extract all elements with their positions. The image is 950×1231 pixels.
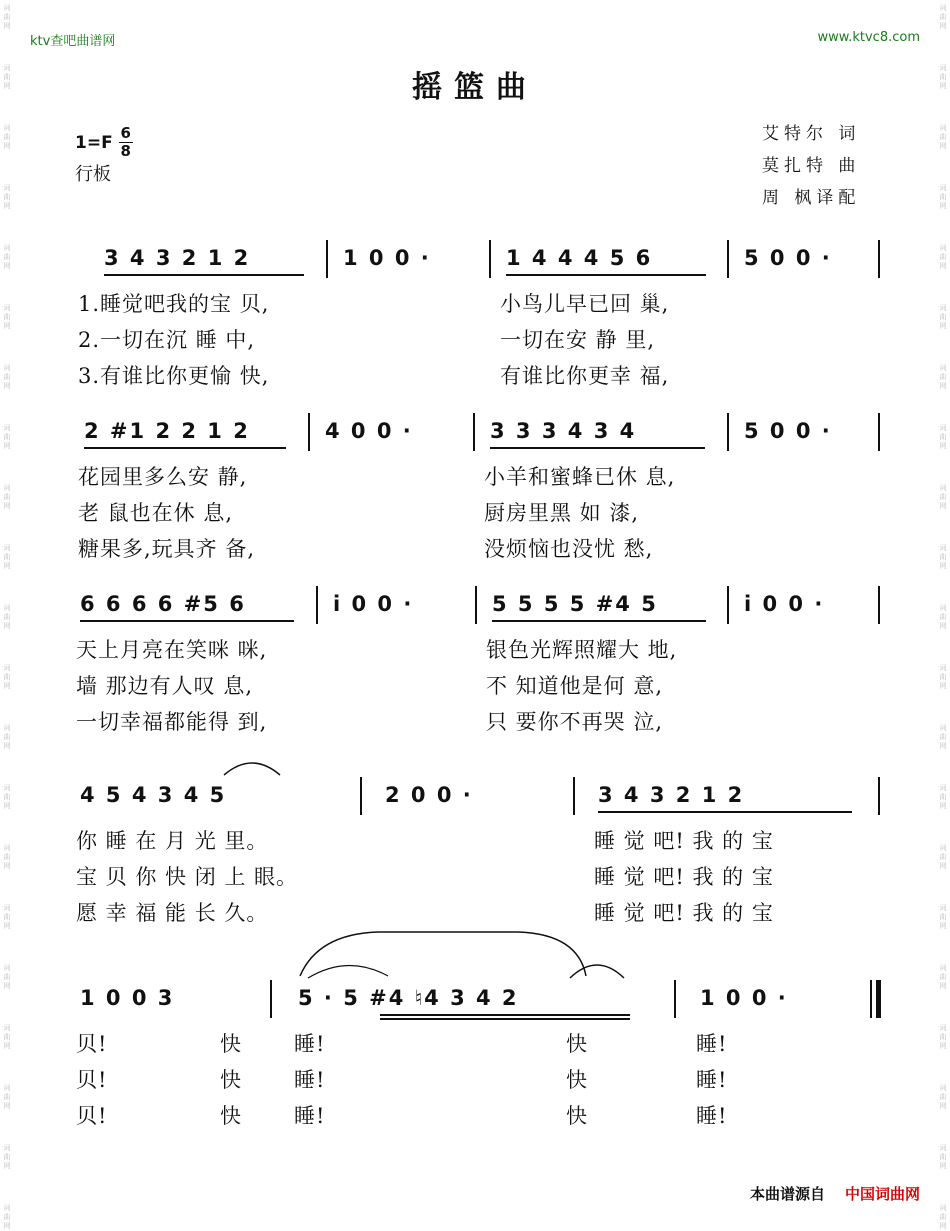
lyric-line: 只 要你不再哭 泣, (486, 710, 664, 734)
watermark-char: 曲 (939, 553, 947, 561)
watermark-char: 曲 (939, 973, 947, 981)
watermark-char: 网 (3, 382, 11, 390)
watermark-char: 词 (939, 304, 947, 312)
watermark-char: 网 (3, 1162, 11, 1170)
watermark-char: 网 (939, 922, 947, 930)
measure-4: i 0 0 · (744, 592, 825, 616)
watermark-char: 词 (939, 244, 947, 252)
watermark-char: 曲 (3, 793, 11, 801)
composer-credit: 莫扎特 曲 (762, 156, 861, 176)
lyric-word: 睡! (294, 1104, 326, 1128)
lyric-word: 睡! (294, 1068, 326, 1092)
watermark-char: 曲 (3, 1033, 11, 1041)
lyric-line: 没烦恼也没忧 愁, (484, 537, 654, 561)
lyric-word: 快 (566, 1032, 588, 1056)
lyric-word: 快 (566, 1068, 588, 1092)
watermark-char: 词 (3, 1204, 11, 1212)
watermark-char: 词 (939, 1144, 947, 1152)
lyric-line: 一切幸福都能得 到, (76, 710, 268, 734)
watermark-char: 词 (939, 904, 947, 912)
watermark-char: 曲 (3, 973, 11, 981)
watermark-char: 网 (939, 562, 947, 570)
watermark-char: 词 (3, 364, 11, 372)
lyric-line: 厨房里黑 如 漆, (484, 501, 640, 525)
barline (727, 586, 729, 624)
watermark-char: 词 (3, 184, 11, 192)
slur (222, 757, 282, 777)
measure-2: 2 0 0 · (385, 783, 473, 807)
lyric-line: 3.有谁比你更愉 快, (78, 364, 270, 388)
lyric-word: 贝! (76, 1068, 108, 1092)
watermark-char: 词 (939, 64, 947, 72)
watermark-char: 词 (3, 604, 11, 612)
lyric-word: 快 (566, 1104, 588, 1128)
watermark-char: 词 (3, 124, 11, 132)
lyric-line: 你 睡 在 月 光 里。 (76, 829, 269, 853)
beam (104, 274, 304, 276)
barline (489, 240, 491, 278)
watermark-char: 网 (939, 802, 947, 810)
watermark-char: 网 (939, 202, 947, 210)
watermark-char: 词 (3, 784, 11, 792)
beam (598, 811, 852, 813)
source-footer (750, 1183, 920, 1204)
watermark-char: 网 (3, 922, 11, 930)
watermark-char: 曲 (3, 313, 11, 321)
measure-3: 3 3 3 4 3 4 (490, 419, 637, 443)
watermark-char: 网 (3, 442, 11, 450)
translator-credit: 周 枫译配 (762, 188, 861, 208)
lyric-line: 墙 那边有人叹 息, (76, 674, 254, 698)
watermark-char: 网 (3, 742, 11, 750)
watermark-char: 曲 (3, 673, 11, 681)
watermark-char: 网 (939, 1222, 947, 1230)
watermark-char: 词 (939, 424, 947, 432)
measure-1: 3 4 3 2 1 2 (104, 246, 251, 270)
lyric-line: 不 知道他是何 意, (486, 674, 664, 698)
final-barline-thick (876, 980, 881, 1018)
watermark-char: 网 (3, 862, 11, 870)
watermark-char: 曲 (939, 733, 947, 741)
watermark-char: 词 (939, 4, 947, 12)
watermark-char: 曲 (3, 1153, 11, 1161)
measure-1: 6 6 6 6 #5 6 (80, 592, 246, 616)
measure-4: 5 0 0 · (744, 419, 832, 443)
watermark-char: 词 (3, 424, 11, 432)
watermark-char: 词 (939, 184, 947, 192)
watermark-char: 曲 (939, 913, 947, 921)
watermark-char: 网 (939, 262, 947, 270)
lyric-line: 小鸟儿早已回 巢, (500, 292, 670, 316)
watermark-char: 曲 (939, 1033, 947, 1041)
beam (490, 447, 705, 449)
watermark-char: 曲 (3, 553, 11, 561)
watermark-char: 曲 (3, 13, 11, 21)
watermark-char: 词 (3, 484, 11, 492)
watermark-char: 网 (3, 202, 11, 210)
lyricist-credit: 艾特尔 词 (762, 124, 861, 144)
watermark-char: 网 (3, 1042, 11, 1050)
watermark-char: 曲 (3, 373, 11, 381)
watermark-char: 网 (939, 322, 947, 330)
watermark-char: 网 (3, 622, 11, 630)
watermark-char: 词 (939, 364, 947, 372)
measure-3: 1 0 0 · (700, 986, 788, 1010)
barline (270, 980, 272, 1018)
watermark-right (936, 0, 950, 1231)
watermark-char: 词 (3, 544, 11, 552)
beam (380, 1018, 630, 1020)
lyric-line: 1.睡觉吧我的宝 贝, (78, 292, 270, 316)
key-label: 1=F (75, 132, 113, 153)
watermark-char: 曲 (3, 613, 11, 621)
beam (506, 274, 706, 276)
song-title: 摇篮曲 (412, 70, 538, 105)
watermark-char: 曲 (3, 493, 11, 501)
watermark-char: 曲 (939, 1153, 947, 1161)
watermark-char: 网 (939, 862, 947, 870)
watermark-char: 网 (3, 682, 11, 690)
barline (475, 586, 477, 624)
beam (84, 447, 286, 449)
watermark-char: 曲 (939, 673, 947, 681)
watermark-char: 网 (939, 142, 947, 150)
key-signature (75, 126, 133, 159)
watermark-char: 词 (3, 304, 11, 312)
watermark-char: 词 (3, 244, 11, 252)
watermark-char: 网 (939, 622, 947, 630)
watermark-char: 词 (939, 1024, 947, 1032)
watermark-char: 词 (939, 724, 947, 732)
watermark-char: 曲 (3, 253, 11, 261)
tempo-marking: 行板 (75, 164, 111, 185)
watermark-char: 曲 (3, 853, 11, 861)
site-name-left[interactable]: ktv查吧曲谱网 (30, 34, 116, 49)
watermark-char: 曲 (3, 733, 11, 741)
watermark-left (0, 0, 14, 1231)
source-site-link[interactable]: 中国词曲网 (844, 1185, 920, 1203)
watermark-char: 曲 (939, 433, 947, 441)
lyric-word: 睡! (696, 1032, 728, 1056)
beam (380, 1014, 630, 1016)
watermark-char: 曲 (3, 73, 11, 81)
watermark-char: 曲 (3, 193, 11, 201)
watermark-char: 网 (939, 682, 947, 690)
watermark-char: 网 (3, 262, 11, 270)
watermark-char: 网 (3, 22, 11, 30)
time-top: 6 (120, 124, 131, 142)
lyric-word: 快 (220, 1104, 242, 1128)
watermark-char: 网 (939, 82, 947, 90)
watermark-char: 曲 (3, 913, 11, 921)
lyric-line: 一切在安 静 里, (500, 328, 656, 352)
measure-3: 3 4 3 2 1 2 (598, 783, 745, 807)
measure-2: 5 · 5 #4 ♮4 3 4 2 (298, 986, 519, 1010)
barline (573, 777, 575, 815)
lyric-line: 2.一切在沉 睡 中, (78, 328, 256, 352)
watermark-char: 网 (3, 982, 11, 990)
watermark-char: 曲 (939, 193, 947, 201)
lyric-line: 天上月亮在笑咪 咪, (76, 638, 268, 662)
measure-1: 1 0 0 3 (80, 986, 175, 1010)
slur (566, 956, 628, 980)
watermark-char: 词 (3, 1024, 11, 1032)
barline (727, 240, 729, 278)
lyric-line: 花园里多么安 静, (78, 465, 248, 489)
watermark-char: 网 (939, 1042, 947, 1050)
watermark-char: 词 (939, 964, 947, 972)
watermark-char: 网 (3, 1222, 11, 1230)
watermark-char: 网 (939, 1162, 947, 1170)
long-slur (298, 924, 588, 980)
lyric-line: 糖果多,玩具齐 备, (78, 537, 256, 561)
lyric-word: 睡! (294, 1032, 326, 1056)
measure-1: 2 #1 2 2 1 2 (84, 419, 250, 443)
watermark-char: 网 (939, 502, 947, 510)
lyric-word: 贝! (76, 1032, 108, 1056)
time-signature (119, 126, 133, 159)
watermark-char: 曲 (939, 253, 947, 261)
watermark-char: 词 (939, 664, 947, 672)
lyric-line: 睡 觉 吧! 我 的 宝 (594, 865, 774, 889)
watermark-char: 词 (3, 904, 11, 912)
watermark-char: 网 (939, 742, 947, 750)
watermark-char: 网 (3, 802, 11, 810)
measure-2: 1 0 0 · (343, 246, 431, 270)
watermark-char: 词 (3, 724, 11, 732)
watermark-char: 网 (939, 22, 947, 30)
lyric-line: 小羊和蜜蜂已休 息, (484, 465, 676, 489)
watermark-char: 词 (939, 484, 947, 492)
watermark-char: 曲 (939, 1213, 947, 1221)
lyric-line: 愿 幸 福 能 长 久。 (76, 901, 269, 925)
watermark-char: 词 (939, 124, 947, 132)
lyric-word: 快 (220, 1032, 242, 1056)
watermark-char: 曲 (939, 13, 947, 21)
watermark-char: 曲 (3, 1213, 11, 1221)
measure-4: 5 0 0 · (744, 246, 832, 270)
barline (878, 413, 880, 451)
lyric-line: 老 鼠也在休 息, (78, 501, 234, 525)
watermark-char: 曲 (939, 373, 947, 381)
watermark-char: 曲 (939, 73, 947, 81)
watermark-char: 词 (3, 4, 11, 12)
lyric-word: 快 (220, 1068, 242, 1092)
watermark-char: 词 (3, 664, 11, 672)
lyric-word: 睡! (696, 1068, 728, 1092)
watermark-char: 词 (3, 64, 11, 72)
barline (316, 586, 318, 624)
watermark-char: 网 (939, 982, 947, 990)
watermark-char: 网 (3, 1102, 11, 1110)
measure-3: 1 4 4 4 5 6 (506, 246, 653, 270)
lyric-line: 有谁比你更幸 福, (500, 364, 670, 388)
beam (80, 620, 294, 622)
barline (878, 586, 880, 624)
watermark-char: 曲 (3, 1093, 11, 1101)
watermark-char: 词 (939, 544, 947, 552)
lyric-line: 银色光辉照耀大 地, (486, 638, 678, 662)
watermark-char: 曲 (939, 793, 947, 801)
watermark-char: 曲 (939, 313, 947, 321)
measure-1: 4 5 4 3 4 5 (80, 783, 227, 807)
watermark-char: 曲 (3, 433, 11, 441)
watermark-char: 曲 (939, 613, 947, 621)
watermark-char: 网 (939, 1102, 947, 1110)
watermark-char: 词 (939, 784, 947, 792)
watermark-char: 词 (3, 964, 11, 972)
lyric-line: 睡 觉 吧! 我 的 宝 (594, 829, 774, 853)
time-bottom: 8 (120, 142, 131, 160)
measure-2: 4 0 0 · (325, 419, 413, 443)
beam (492, 620, 706, 622)
watermark-char: 曲 (3, 133, 11, 141)
watermark-char: 曲 (939, 493, 947, 501)
final-barline-thin (870, 980, 872, 1018)
watermark-char: 网 (3, 322, 11, 330)
watermark-char: 曲 (939, 853, 947, 861)
watermark-char: 词 (939, 1084, 947, 1092)
barline (473, 413, 475, 451)
watermark-char: 词 (939, 604, 947, 612)
watermark-char: 网 (3, 142, 11, 150)
watermark-char: 网 (939, 442, 947, 450)
credits (762, 118, 860, 214)
watermark-char: 曲 (939, 1093, 947, 1101)
measure-2: i 0 0 · (333, 592, 414, 616)
site-url-right[interactable]: www.ktvc8.com (817, 30, 920, 45)
watermark-char: 网 (3, 82, 11, 90)
barline (360, 777, 362, 815)
watermark-char: 词 (3, 844, 11, 852)
barline (308, 413, 310, 451)
barline (674, 980, 676, 1018)
lyric-word: 睡! (696, 1104, 728, 1128)
watermark-char: 网 (939, 382, 947, 390)
barline (326, 240, 328, 278)
watermark-char: 网 (3, 562, 11, 570)
lyric-word: 贝! (76, 1104, 108, 1128)
watermark-char: 词 (3, 1084, 11, 1092)
lyric-line: 睡 觉 吧! 我 的 宝 (594, 901, 774, 925)
barline (878, 240, 880, 278)
barline (878, 777, 880, 815)
barline (727, 413, 729, 451)
source-label: 本曲谱源自 (749, 1185, 825, 1203)
watermark-char: 词 (939, 1204, 947, 1212)
measure-3: 5 5 5 5 #4 5 (492, 592, 658, 616)
lyric-line: 宝 贝 你 快 闭 上 眼。 (76, 865, 299, 889)
watermark-char: 网 (3, 502, 11, 510)
watermark-char: 词 (939, 844, 947, 852)
watermark-char: 词 (3, 1144, 11, 1152)
watermark-char: 曲 (939, 133, 947, 141)
